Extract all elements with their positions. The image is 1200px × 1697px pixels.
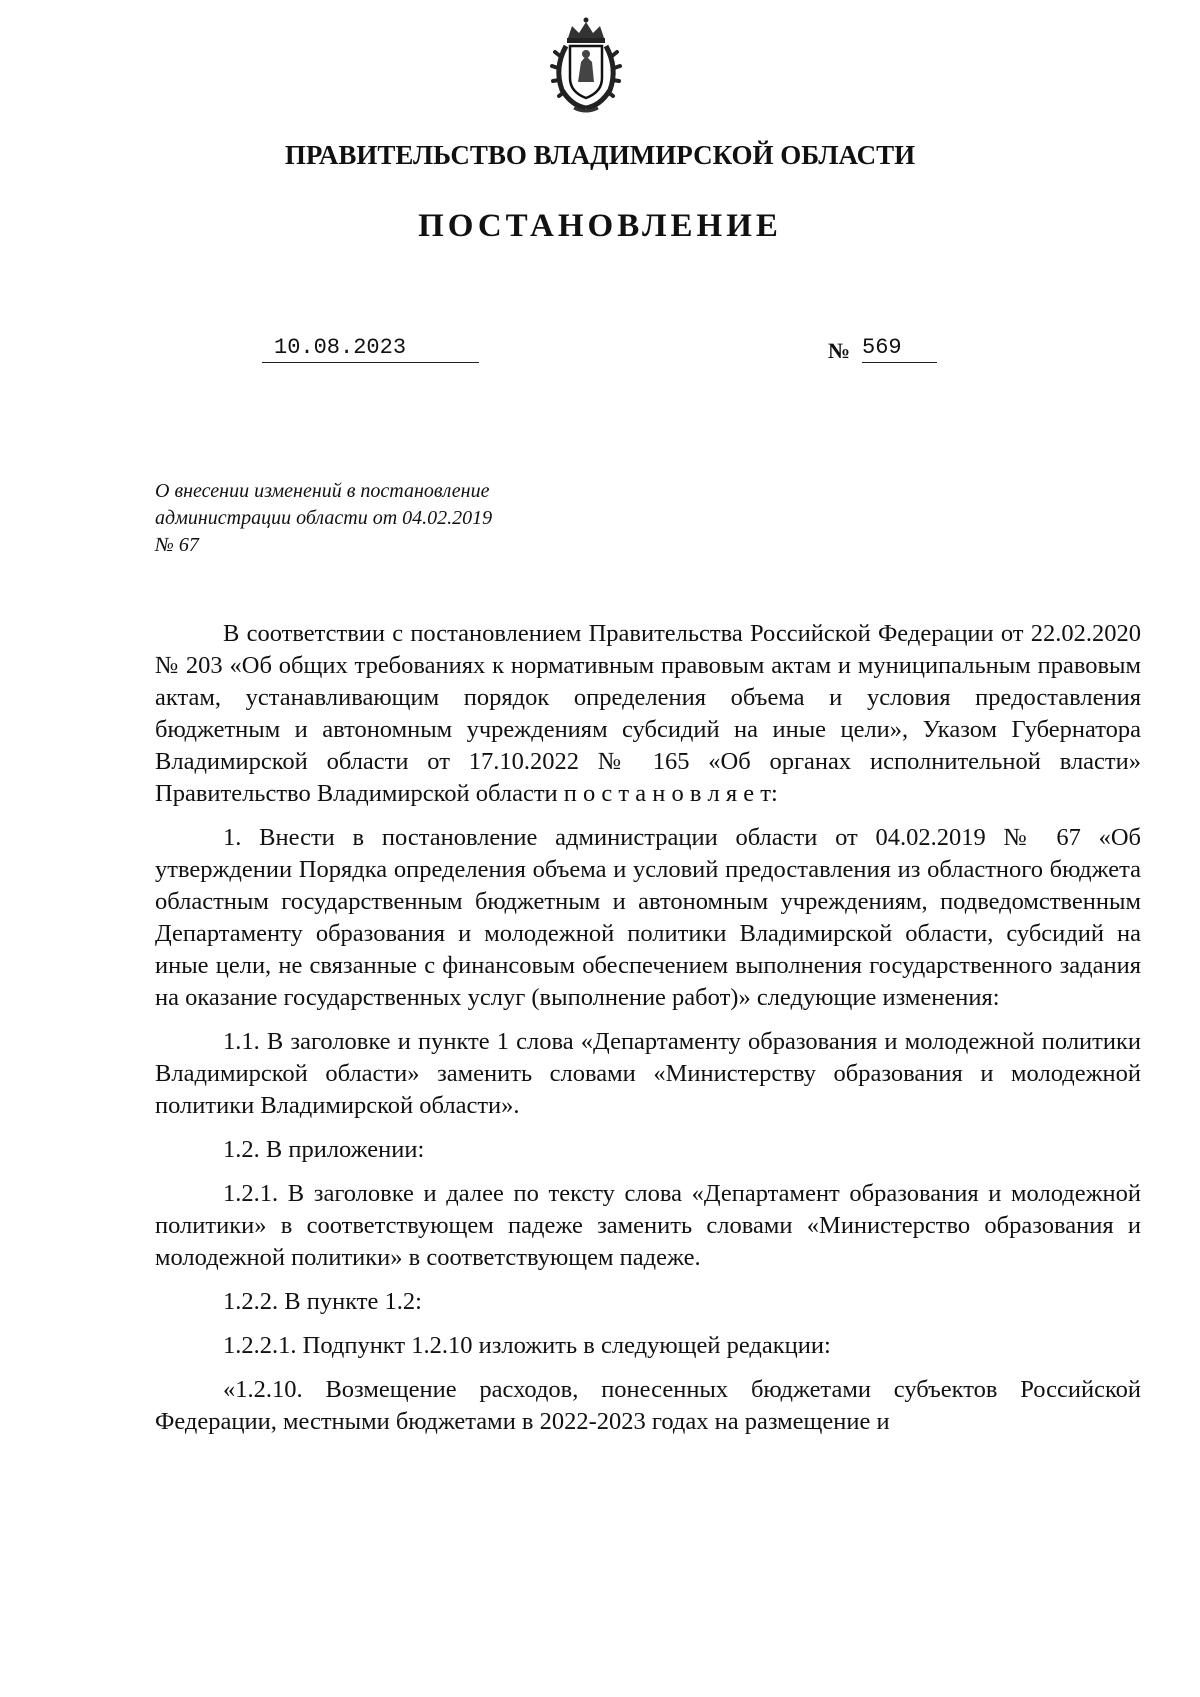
document-type-title: ПОСТАНОВЛЕНИЕ — [418, 208, 782, 244]
body-paragraph-item-1-2-2-1: 1.2.2.1. Подпункт 1.2.10 изложить в следующей редакции: — [223, 1332, 831, 1359]
subject-line: № 67 — [155, 534, 199, 556]
body-paragraph-item-1-2: 1.2. В приложении: — [223, 1136, 425, 1163]
coat-of-arms-icon — [548, 16, 624, 114]
subject-line: администрации области от 04.02.2019 — [155, 507, 493, 529]
body-paragraph-item-1-1: 1.1. В заголовке и пункте 1 слова «Департаменту образования и молодежной политики Владимирской области» заменить словами «Министерству образования и молодежной политики Владимирской области». — [155, 1028, 1141, 1119]
number-sign: № — [828, 338, 851, 363]
subject-line: О внесении изменений в постановление — [155, 480, 490, 502]
document-date: 10.08.2023 — [262, 335, 479, 363]
body-paragraph-item-1: 1. Внести в постановление администрации области от 04.02.2019 № 67 «Об утверждении Порядка определения объема и условий предоставления из областного бюджета областным государственным бюджетным и автономным учреждениям, подведомственным Департаменту образования и молодежной политики Владимирской области, субсидий на иные цели, не связанные с финансовым обеспечением выполнения государственного задания на оказание государственных услуг (выполнение работ)» следующие изменения: — [155, 824, 1141, 1011]
document-body — [155, 618, 1141, 1450]
body-paragraph-item-1-2-2: 1.2.2. В пункте 1.2: — [223, 1288, 422, 1315]
body-paragraph-preamble: В соответствии с постановлением Правительства Российской Федерации от 22.02.2020 № 203 «Об общих требованиях к нормативным правовым актам и муниципальным правовым актам, устанавливающим порядок определения объема и условия предоставления бюджетным и автономным учреждениям субсидий на иные цели», Указом Губернатора Владимирской области от 17.10.2022 № 165 «Об органах исполнительной власти» Правительство Владимирской области п о с т а н о в л я е т: — [155, 620, 1141, 807]
document-number: 569 — [862, 335, 937, 363]
body-paragraph-item-1-2-1: 1.2.1. В заголовке и далее по тексту слова «Департамент образования и молодежной политики» в соответствующем падеже заменить словами «Министерство образования и молодежной политики» в соответствующем падеже. — [155, 1180, 1141, 1271]
document-subject — [155, 478, 585, 559]
organization-title: ПРАВИТЕЛЬСТВО ВЛАДИМИРСКОЙ ОБЛАСТИ — [284, 140, 916, 170]
body-paragraph-quote-1-2-10: «1.2.10. Возмещение расходов, понесенных бюджетами субъектов Российской Федерации, местными бюджетами в 2022-2023 годах на размещение и — [155, 1376, 1141, 1435]
